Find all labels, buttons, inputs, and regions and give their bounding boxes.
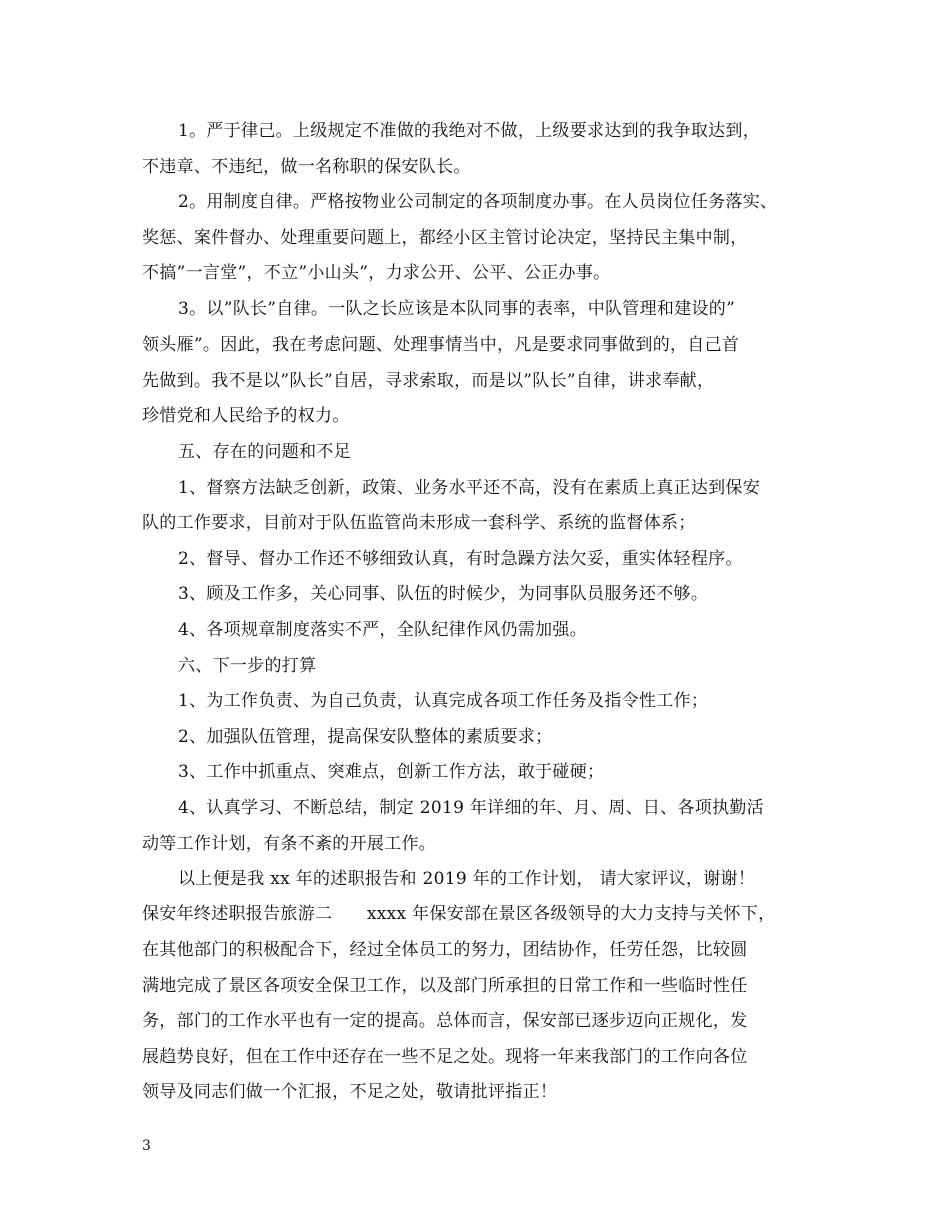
paragraph-line: 动等工作计划，有条不紊的开展工作。	[142, 834, 437, 854]
section-heading: 六、下一步的打算	[178, 656, 317, 676]
paragraph-line: 奖惩、案件督办、处理重要问题上，都经小区主管讨论决定，坚持民主集中制，	[142, 228, 748, 248]
paragraph-line: 2。用制度自律。严格按物业公司制定的各项制度办事。在人员岗位任务落实、	[178, 192, 778, 212]
paragraph-line: 珍惜党和人民给予的权力。	[142, 406, 350, 426]
paragraph-line: 先做到。我不是以”队长”自居，寻求索取，而是以”队长”自律，讲求奉献，	[142, 371, 715, 391]
paragraph-line: 1。严于律己。上级规定不准做的我绝对不做，上级要求达到的我争取达到，	[178, 121, 761, 141]
paragraph-line: 2、加强队伍管理，提高保安队整体的素质要求；	[178, 727, 553, 747]
paragraph-line: 保安年终述职报告旅游二 xxxx 年保安部在景区各级领导的大力支持与关怀下，	[142, 904, 776, 924]
paragraph-line: 满地完成了景区各项安全保卫工作，以及部门所承担的日常工作和一些临时性任	[142, 976, 748, 996]
paragraph-line: 以上便是我 xx 年的述职报告和 2019 年的工作计划， 请大家评议，谢谢！	[178, 869, 756, 889]
paragraph-line: 务，部门的工作水平也有一定的提高。总体而言，保安部已逐步迈向正规化，发	[142, 1011, 748, 1031]
paragraph-line: 4、认真学习、不断总结，制定 2019 年详细的年、月、周、日、各项执勤活	[178, 798, 764, 818]
paragraph-line: 展趋势良好，但在工作中还存在一些不足之处。现将一年来我部门的工作向各位	[142, 1047, 748, 1067]
paragraph-line: 4、各项规章制度落实不严，全队纪律作风仍需加强。	[178, 620, 588, 640]
paragraph-line: 不搞”一言堂”，不立”小山头”，力求公开、公平、公正办事。	[142, 263, 611, 283]
paragraph-line: 3、顾及工作多，关心同事、队伍的时候少，为同事队员服务还不够。	[178, 584, 709, 604]
section-heading: 五、存在的问题和不足	[178, 442, 351, 462]
paragraph-line: 3、工作中抓重点、突难点，创新工作方法，敢于碰硬；	[178, 762, 605, 782]
paragraph-line: 2、督导、督办工作还不够细致认真，有时急躁方法欠妥，重实体轻程序。	[178, 549, 743, 569]
paragraph-line: 在其他部门的积极配合下，经过全体员工的努力，团结协作，任劳任怨，比较圆	[142, 940, 748, 960]
paragraph-line: 队的工作要求，目前对于队伍监管尚未形成一套科学、系统的监督体系；	[142, 513, 696, 533]
paragraph-line: 领头雁”。因此，我在考虑问题、处理事情当中，凡是要求同事做到的，自己首	[142, 335, 740, 355]
paragraph-line: 1、督察方法缺乏创新，政策、业务水平还不高，没有在素质上真正达到保安	[178, 478, 761, 498]
paragraph-line: 领导及同志们做一个汇报，不足之处，敬请批评指正！	[142, 1082, 558, 1102]
paragraph-line: 1、为工作负责、为自己负责，认真完成各项工作任务及指令性工作；	[178, 691, 709, 711]
paragraph-line: 3。以”队长”自律。一队之长应该是本队同事的表率，中队管理和建设的”	[178, 299, 736, 319]
page-number: 3	[142, 1138, 151, 1154]
paragraph-line: 不违章、不违纪，做一名称职的保安队长。	[142, 157, 471, 177]
